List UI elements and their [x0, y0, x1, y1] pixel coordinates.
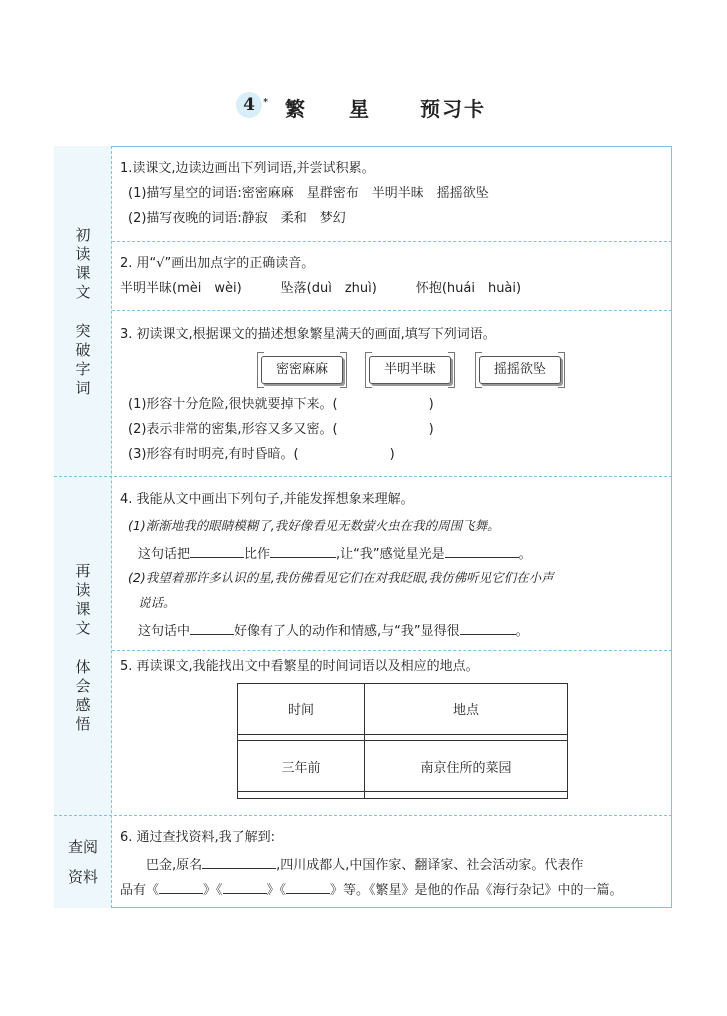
q1-line2: (2)描写夜晚的词语:静寂 柔和 梦幻 — [128, 211, 346, 226]
table-header-time: 时间 — [238, 684, 365, 735]
table-cell-time[interactable] — [238, 792, 365, 799]
section-label-read-first: 初读课文 — [75, 226, 91, 301]
lesson-title: 繁星 — [285, 97, 413, 121]
q2-pinyin-line[interactable]: 半明半昧(mèi wèi) 坠落(duì zhuì) 怀抱(huái huài) — [120, 281, 522, 296]
q2-prompt: 2. 用“√”画出加点字的正确读音。 — [120, 256, 315, 271]
fill-blank[interactable] — [190, 543, 244, 558]
q4-sentence2-line2: 说话。 — [138, 595, 176, 610]
table-row — [238, 734, 568, 741]
word-card: 密密麻麻 — [261, 356, 343, 384]
q4-fill2: 这句话中 好像有了人的动作和情感,与“我”显得很 。 — [138, 620, 529, 641]
question-divider — [112, 310, 672, 311]
q4-sentence1: (1)渐渐地我的眼睛模糊了,我好像看见无数萤火虫在我的周围飞舞。 — [128, 518, 500, 533]
table-cell-place[interactable] — [365, 792, 568, 799]
table-cell-time: 三年前 — [238, 741, 365, 792]
fill-blank[interactable] — [223, 879, 267, 894]
section-label-words: 突破字词 — [75, 322, 91, 397]
section-divider — [54, 476, 672, 477]
q1-prompt: 1.读课文,边读边画出下列词语,并尝试积累。 — [120, 161, 375, 176]
fill-blank[interactable] — [190, 620, 234, 635]
section-label-materials: 资料 — [67, 868, 98, 886]
table-row — [238, 741, 568, 792]
lesson-number-badge: 4 * — [236, 92, 262, 118]
q4-sentence2-line1: (2)我望着那许多认识的星,我仿佛看见它们在对我眨眼,我仿佛听见它们在小声 — [128, 570, 554, 585]
time-place-table — [237, 683, 568, 799]
fill-blank[interactable] — [286, 879, 330, 894]
q6-line1: 巴金,原名 ,四川成都人,中国作家、翻译家、社会活动家。代表作 — [146, 854, 583, 875]
section-label-understand: 体会感悟 — [75, 658, 91, 733]
table-row — [238, 792, 568, 799]
q3-prompt: 3. 初读课文,根据课文的描述想象繁星满天的画面,填写下列词语。 — [120, 327, 496, 342]
word-card: 摇摇欲坠 — [479, 356, 561, 384]
table-header-place: 地点 — [365, 684, 568, 735]
q4-fill1: 这句话把 比作 ,让“我”感觉星光是 。 — [138, 543, 532, 564]
page-header — [0, 88, 727, 128]
q3-item2[interactable]: (2)表示非常的密集,形容又多又密。( ) — [128, 422, 434, 437]
fill-blank[interactable] — [445, 543, 519, 558]
question-divider — [112, 241, 672, 242]
fill-blank[interactable] — [270, 543, 336, 558]
fill-blank[interactable] — [460, 620, 516, 635]
q4-prompt: 4. 我能从文中画出下列句子,并能发挥想象来理解。 — [120, 492, 414, 507]
table-header-row — [238, 684, 568, 735]
fill-blank[interactable] — [202, 854, 276, 869]
q6-line2: 品有《 》《 》《 》等。《繁星》是他的作品《海行杂记》中的一篇。 — [120, 879, 623, 900]
question-divider — [112, 650, 672, 651]
q5-prompt: 5. 再读课文,我能找出文中看繁星的时间词语以及相应的地点。 — [120, 659, 479, 674]
section-label-lookup: 查阅 — [67, 838, 98, 856]
card-type-label: 预习卡 — [420, 97, 486, 121]
table-cell-place[interactable] — [365, 734, 568, 741]
word-card: 半明半昧 — [369, 356, 451, 384]
section-divider — [54, 815, 672, 816]
table-cell-time[interactable] — [238, 734, 365, 741]
table-cell-place: 南京住所的菜园 — [365, 741, 568, 792]
fill-blank[interactable] — [159, 879, 203, 894]
q3-item3[interactable]: (3)形容有时明亮,有时昏暗。( ) — [128, 447, 395, 462]
q6-prompt: 6. 通过查找资料,我了解到: — [120, 830, 276, 845]
q3-item1[interactable]: (1)形容十分危险,很快就要掉下来。( ) — [128, 397, 434, 412]
q1-line1: (1)描写星空的词语:密密麻麻 星群密布 半明半昧 摇摇欲坠 — [128, 186, 489, 201]
section-label-reread: 再读课文 — [75, 562, 91, 637]
